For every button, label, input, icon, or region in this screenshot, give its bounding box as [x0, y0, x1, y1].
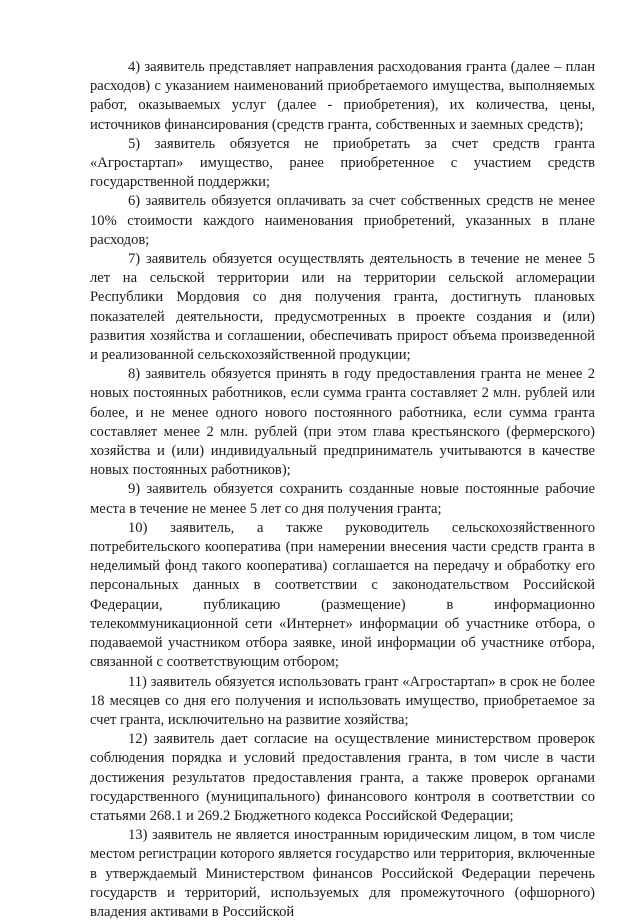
paragraph-item-10: 10) заявитель, а также руководитель сельскохозяйственного потребительского кооператива (при намерении внесения части средств гранта в неделимый фонд такого кооператива) соглашается на передачу и обработку его персональных данных в соответствии с законодательством Российской Федерации, публикацию (размещение) в информационно телекоммуникационной сети «Интернет» информации об участнике отбора, о подаваемой участником отбора заявке, иной информации об участнике отбора, связанной с соответствующим отбором; — [90, 519, 595, 671]
paragraph-item-11: 11) заявитель обязуется использовать грант «Агростартап» в срок не более 18 месяцев со дня его получения и использовать имущество, приобретаемое за счет гранта, исключительно на развитие хозяйства; — [90, 673, 595, 728]
paragraph-item-12: 12) заявитель дает согласие на осуществление министерством проверок соблюдения порядка и условий предоставления гранта, в том числе в части достижения результатов предоставления гранта, а также проверок органами государственного (муниципального) финансового контроля в соответствии со статьями 268.1 и 269.2 Бюджетного кодекса Российской Федерации; — [90, 731, 595, 824]
paragraph-item-6: 6) заявитель обязуется оплачивать за счет собственных средств не менее 10% стоимости каждого наименования приобретений, указанных в плане расходов; — [90, 193, 595, 248]
paragraph-item-5: 5) заявитель обязуется не приобретать за счет средств гранта «Агростартап» имущество, ранее приобретенное с участием средств государственной поддержки; — [90, 135, 595, 191]
document-page — [90, 58, 595, 922]
paragraph-item-4: 4) заявитель представляет направления расходования гранта (далее – план расходов) с указанием наименований приобретаемого имущества, выполняемых работ, оказываемых услуг (далее - приобретения), их количества, цены, источников финансирования (средств гранта, собственных и заемных средств); — [90, 59, 595, 133]
paragraph-item-7: 7) заявитель обязуется осуществлять деятельность в течение не менее 5 лет на сельской территории или на территории сельской агломерации Республики Мордовия со дня получения гранта, достигнуть плановых показателей деятельности, предусмотренных в проекте создания и (или) развития хозяйства и соглашении, обеспечивать прирост объема произведенной и реализованной сельскохозяйственной продукции; — [90, 251, 595, 364]
paragraph-item-13: 13) заявитель не является иностранным юридическим лицом, в том числе местом регистрации которого является государство или территория, включенные в утверждаемый Министерством финансов Российской Федерации перечень государств и территорий, используемых для промежуточного (офшорного) владения активами в Российской — [90, 827, 595, 920]
paragraph-item-9: 9) заявитель обязуется сохранить созданные новые постоянные рабочие места в течение не менее 5 лет со дня получения гранта; — [90, 481, 595, 517]
paragraph-item-8: 8) заявитель обязуется принять в году предоставления гранта не менее 2 новых постоянных работников, если сумма гранта составляет 2 млн. рублей или более, и не менее одного нового постоянного работника, если сумма гранта составляет менее 2 млн. рублей (при этом глава крестьянского (фермерского) хозяйства и (или) индивидуальный предприниматель учитываются в качестве новых постоянных работников); — [90, 366, 595, 479]
